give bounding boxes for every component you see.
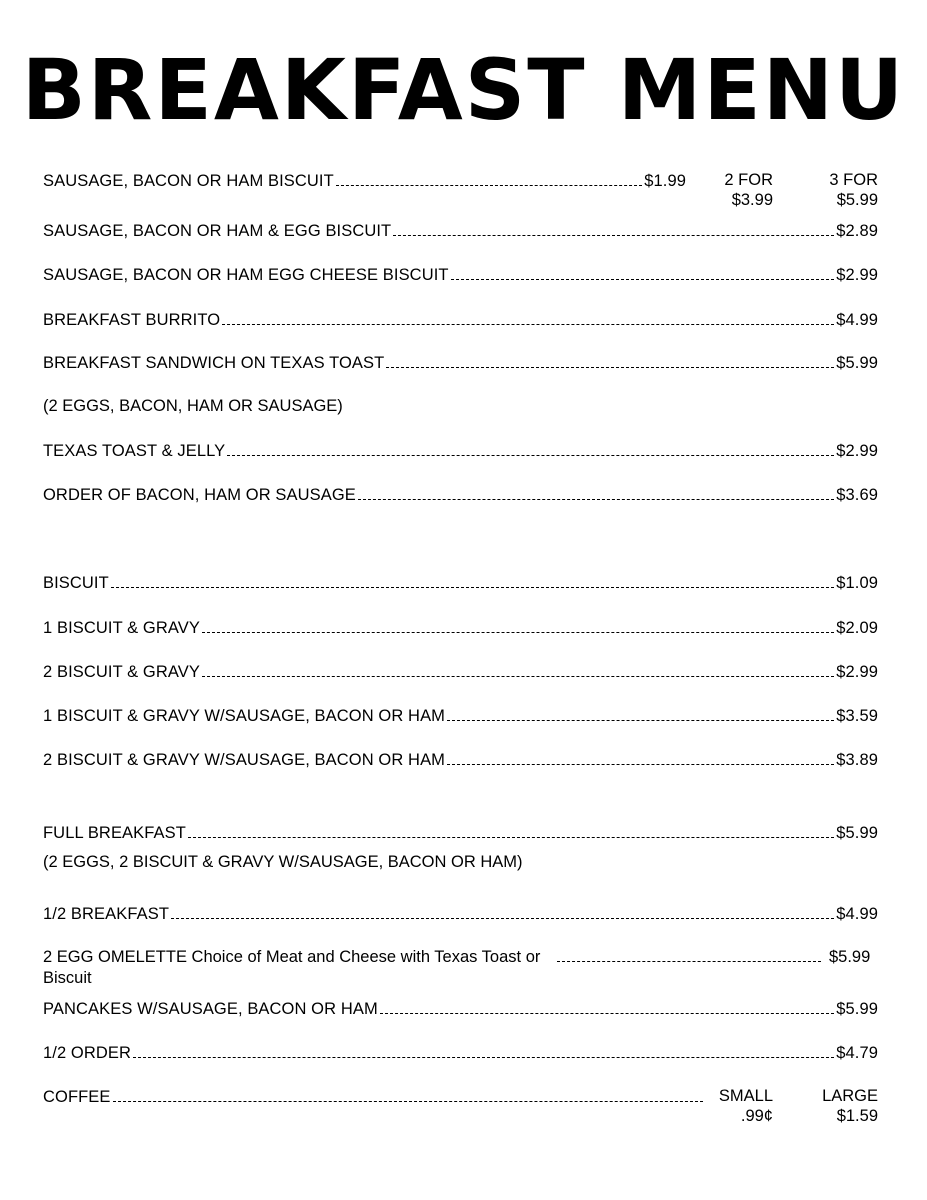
menu-item-price: $4.99 [836, 905, 878, 923]
menu-item-name: 1/2 ORDER [43, 1044, 132, 1062]
two-for-price: $3.99 [731, 191, 773, 209]
menu-item-name: 1/2 BREAKFAST [43, 905, 170, 923]
leader-dots [451, 279, 835, 280]
menu-item-price: $5.99 [836, 824, 878, 842]
menu-item-row [43, 997, 878, 1019]
leader-dots [222, 324, 834, 325]
menu-item-row [43, 263, 878, 285]
menu-item-name: 1 BISCUIT & GRAVY W/SAUSAGE, BACON OR HAM [43, 707, 446, 725]
three-for-label: 3 FOR [829, 171, 878, 189]
menu-item-row [43, 571, 878, 593]
menu-item-row [43, 483, 878, 505]
menu-item-price: $5.99 [836, 1000, 878, 1018]
leader-dots [380, 1013, 834, 1014]
menu-item-name: TEXAS TOAST & JELLY [43, 442, 226, 460]
leader-dots [111, 587, 834, 588]
menu-item-name: 1 BISCUIT & GRAVY [43, 619, 200, 637]
menu-item-name: 2 BISCUIT & GRAVY [43, 663, 200, 681]
menu-item-name: SAUSAGE, BACON OR HAM & EGG BISCUIT [43, 222, 392, 240]
menu-item-price: $2.99 [836, 442, 878, 460]
menu-item-row [43, 660, 878, 682]
menu-item-row [43, 902, 878, 924]
menu-item-price: $4.79 [836, 1044, 878, 1062]
menu-item-price: $2.99 [836, 663, 878, 681]
menu-item-price: $2.89 [836, 222, 878, 240]
menu-item-row [43, 1041, 878, 1063]
menu-item-note: (2 EGGS, BACON, HAM OR SAUSAGE) [43, 397, 343, 415]
leader-dots [336, 185, 642, 186]
leader-dots [188, 837, 834, 838]
menu-item-price: $2.09 [836, 619, 878, 637]
leader-dots [202, 676, 834, 677]
coffee-large-label: LARGE [822, 1087, 878, 1105]
menu-item-row [43, 439, 878, 461]
menu-item-name: COFFEE [43, 1088, 111, 1106]
menu-item-price: $5.99 [829, 948, 871, 966]
menu-item-row [43, 308, 878, 330]
leader-dots [133, 1057, 834, 1058]
menu-item-name: BREAKFAST SANDWICH ON TEXAS TOAST [43, 354, 385, 372]
menu-item-price: $3.69 [836, 486, 878, 504]
leader-dots [557, 961, 821, 962]
menu-item-row [43, 351, 878, 373]
three-for-price: $5.99 [836, 191, 878, 209]
menu-item-price: $5.99 [836, 354, 878, 372]
leader-dots [171, 918, 834, 919]
menu-item-price: $1.99 [644, 172, 686, 190]
leader-dots [393, 235, 834, 236]
menu-item-row [43, 219, 878, 241]
menu-item-price: $1.09 [836, 574, 878, 592]
menu-item-row [43, 821, 878, 843]
menu-title: BREAKFAST MENU [21, 41, 906, 139]
menu-item-name: ORDER OF BACON, HAM OR SAUSAGE [43, 486, 356, 504]
coffee-small-price: .99¢ [740, 1107, 773, 1125]
leader-dots [386, 367, 834, 368]
coffee-small-label: SMALL [718, 1087, 773, 1105]
leader-dots [358, 499, 834, 500]
menu-item-name: SAUSAGE, BACON OR HAM EGG CHEESE BISCUIT [43, 266, 449, 284]
menu-item-name: 2 BISCUIT & GRAVY W/SAUSAGE, BACON OR HAM [43, 751, 446, 769]
menu-item-price: $4.99 [836, 311, 878, 329]
leader-dots [227, 455, 834, 456]
menu-item-name: BISCUIT [43, 574, 109, 592]
menu-item-row [43, 616, 878, 638]
leader-dots [447, 720, 834, 721]
menu-item-price: $3.89 [836, 751, 878, 769]
menu-item-row [43, 169, 686, 191]
menu-item-price: $2.99 [836, 266, 878, 284]
leader-dots [447, 764, 834, 765]
menu-item-price: $3.59 [836, 707, 878, 725]
menu-item-name: BREAKFAST BURRITO [43, 311, 221, 329]
menu-item-note: (2 EGGS, 2 BISCUIT & GRAVY W/SAUSAGE, BACON OR HAM) [43, 853, 523, 871]
two-for-label: 2 FOR [724, 171, 773, 189]
menu-item-name: 2 EGG OMELETTE Choice of Meat and Cheese with Texas Toast or Biscuit [43, 948, 541, 987]
menu-item-row [43, 748, 878, 770]
menu-item-row [43, 704, 878, 726]
leader-dots [113, 1101, 703, 1102]
menu-item-row [43, 1085, 705, 1107]
menu-item-name: PANCAKES W/SAUSAGE, BACON OR HAM [43, 1000, 378, 1018]
leader-dots [202, 632, 834, 633]
menu-item-name: FULL BREAKFAST [43, 824, 186, 842]
menu-item-name: SAUSAGE, BACON OR HAM BISCUIT [43, 172, 334, 190]
coffee-large-price: $1.59 [836, 1107, 878, 1125]
